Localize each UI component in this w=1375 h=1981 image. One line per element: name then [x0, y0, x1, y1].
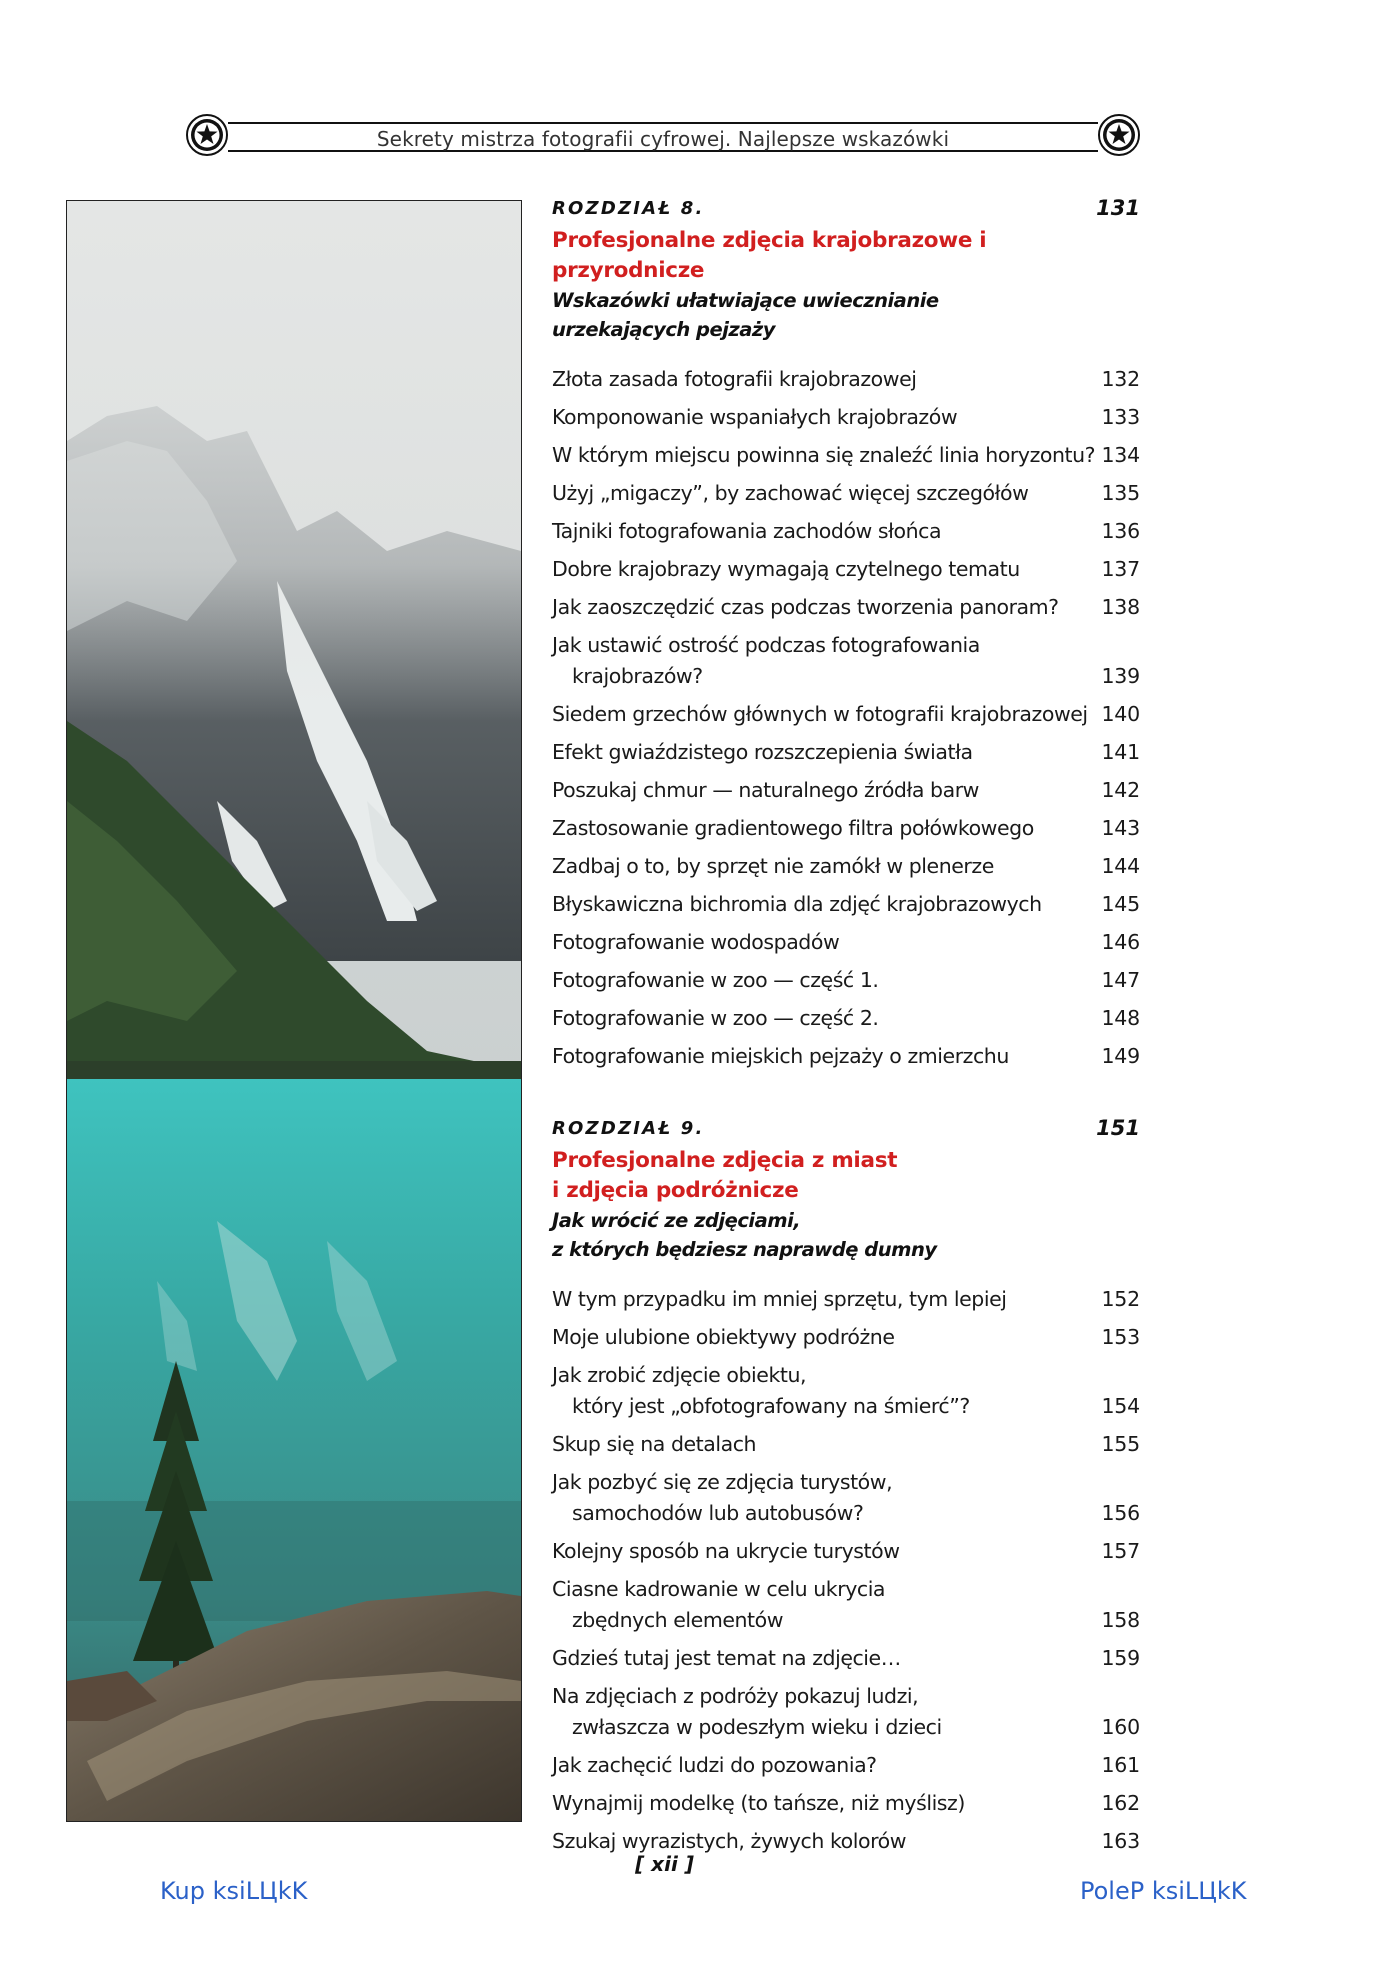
toc-entry-page: 161	[1101, 1753, 1140, 1777]
toc-entry-title: Poszukaj chmur — naturalnego źródła barw	[552, 778, 979, 802]
landscape-photo	[66, 200, 522, 1822]
toc-entry-title: Zadbaj o to, by sprzęt nie zamókł w plenerze	[552, 854, 994, 878]
toc-entry-title: Komponowanie wspaniałych krajobrazów	[552, 405, 958, 429]
chapter-subtitle	[552, 1206, 972, 1264]
toc-entry-page: 159	[1101, 1646, 1140, 1670]
toc-entry[interactable]	[552, 1429, 1140, 1460]
toc-entry-title: Dobre krajobrazy wymagają czytelnego tematu	[552, 557, 1020, 581]
chapter-subtitle-line: z których będziesz naprawdę dumny	[552, 1238, 937, 1261]
toc-entry[interactable]	[552, 1574, 1140, 1636]
toc-entry-title-continued: samochodów lub autobusów?	[572, 1501, 864, 1525]
toc-entry-title: Siedem grzechów głównych w fotografii krajobrazowej	[552, 702, 1088, 726]
toc-entry-title: Jak zrobić zdjęcie obiektu,	[552, 1363, 807, 1387]
toc-entry-title: Jak zachęcić ludzi do pozowania?	[552, 1753, 877, 1777]
running-header	[186, 114, 1140, 156]
chapter-title: Profesjonalne zdjęcia krajobrazowe i przyrodnicze	[552, 228, 987, 283]
toc-entry-page: 132	[1101, 367, 1140, 391]
chapter-8-entries	[552, 364, 1140, 1072]
toc-entry[interactable]	[552, 699, 1140, 730]
toc-entry-title: Jak pozbyć się ze zdjęcia turystów,	[552, 1470, 893, 1494]
toc-entry-page: 158	[1101, 1608, 1140, 1632]
toc-entry-page: 154	[1101, 1394, 1140, 1418]
chapter-label: ROZDZIAŁ 9.	[552, 1118, 705, 1139]
toc-entry-title: Gdzieś tutaj jest temat na zdjęcie…	[552, 1646, 901, 1670]
toc-entry-page: 140	[1101, 702, 1140, 726]
toc-entry-title-continued: zbędnych elementów	[572, 1608, 784, 1632]
toc-entry-page: 153	[1101, 1325, 1140, 1349]
toc-entry[interactable]	[552, 554, 1140, 585]
toc-entry[interactable]	[552, 364, 1140, 395]
toc-entry-title-continued: który jest „obfotografowany na śmierć”?	[572, 1394, 970, 1418]
toc-entry-title: Fotografowanie w zoo — część 2.	[552, 1006, 879, 1030]
toc-entry-page: 137	[1101, 557, 1140, 581]
toc-entry-title: Zastosowanie gradientowego filtra połówkowego	[552, 816, 1034, 840]
toc-entry[interactable]	[552, 851, 1140, 882]
chapter-9-section	[552, 1116, 1140, 1857]
toc-entry-page: 156	[1101, 1501, 1140, 1525]
toc-entry[interactable]	[552, 1681, 1140, 1743]
toc-entry-title: W którym miejscu powinna się znaleźć linia horyzontu?	[552, 443, 1096, 467]
chapter-title-line: Profesjonalne zdjęcia z miast	[552, 1148, 898, 1173]
table-of-contents	[552, 196, 1140, 1901]
toc-entry-page: 133	[1101, 405, 1140, 429]
toc-entry[interactable]	[552, 775, 1140, 806]
toc-entry[interactable]	[552, 630, 1140, 692]
toc-entry-title: W tym przypadku im mniej sprzętu, tym lepiej	[552, 1287, 1007, 1311]
toc-entry[interactable]	[552, 478, 1140, 509]
toc-entry[interactable]	[552, 1536, 1140, 1567]
toc-entry-title: Jak ustawić ostrość podczas fotografowania	[552, 633, 980, 657]
toc-entry-title: Moje ulubione obiektywy podróżne	[552, 1325, 895, 1349]
toc-entry[interactable]	[552, 965, 1140, 996]
toc-entry[interactable]	[552, 1003, 1140, 1034]
toc-entry-page: 139	[1101, 664, 1140, 688]
chapter-8-section	[552, 196, 1140, 1072]
toc-entry-page: 146	[1101, 930, 1140, 954]
toc-entry[interactable]	[552, 1360, 1140, 1422]
toc-entry-page: 147	[1101, 968, 1140, 992]
chapter-page-number: 131	[1096, 196, 1140, 220]
toc-entry-page: 134	[1101, 443, 1140, 467]
toc-entry-page: 145	[1101, 892, 1140, 916]
chapter-title	[552, 1146, 1112, 1206]
toc-entry[interactable]	[552, 737, 1140, 768]
toc-entry[interactable]	[552, 1322, 1140, 1353]
toc-entry-page: 163	[1101, 1829, 1140, 1853]
toc-entry-page: 135	[1101, 481, 1140, 505]
toc-entry-page: 141	[1101, 740, 1140, 764]
toc-entry-title: Szukaj wyrazistych, żywych kolorów	[552, 1829, 907, 1853]
toc-entry-title: Fotografowanie w zoo — część 1.	[552, 968, 879, 992]
toc-entry-title: Jak zaoszczędzić czas podczas tworzenia panoram?	[552, 595, 1059, 619]
buy-book-link[interactable]: Kup ksiLЦkK	[160, 1877, 308, 1905]
star-seal-icon	[186, 114, 228, 156]
chapter-label: ROZDZIAŁ 8.	[552, 198, 705, 219]
toc-entry-title: Tajniki fotografowania zachodów słońca	[552, 519, 942, 543]
chapter-subtitle	[552, 286, 972, 344]
toc-entry[interactable]	[552, 1643, 1140, 1674]
toc-entry-page: 160	[1101, 1715, 1140, 1739]
toc-entry[interactable]	[552, 1788, 1140, 1819]
toc-entry-title: Skup się na detalach	[552, 1432, 757, 1456]
toc-entry[interactable]	[552, 1467, 1140, 1529]
toc-entry-title-continued: krajobrazów?	[572, 664, 703, 688]
toc-entry-title: Fotografowanie wodospadów	[552, 930, 840, 954]
toc-entry[interactable]	[552, 927, 1140, 958]
toc-entry-title: Błyskawiczna bichromia dla zdjęć krajobrazowych	[552, 892, 1042, 916]
chapter-page-number: 151	[1096, 1116, 1140, 1140]
toc-entry[interactable]	[552, 889, 1140, 920]
chapter-label-row	[552, 196, 1140, 226]
chapter-9-entries	[552, 1284, 1140, 1857]
toc-entry-page: 152	[1101, 1287, 1140, 1311]
toc-entry[interactable]	[552, 1284, 1140, 1315]
toc-entry-title-continued: zwłaszcza w podeszłym wieku i dzieci	[572, 1715, 942, 1739]
toc-entry[interactable]	[552, 592, 1140, 623]
toc-entry-page: 144	[1101, 854, 1140, 878]
toc-entry-page: 138	[1101, 595, 1140, 619]
toc-entry-title: Na zdjęciach z podróży pokazuj ludzi,	[552, 1684, 919, 1708]
toc-entry[interactable]	[552, 402, 1140, 433]
running-header-title: Sekrety mistrza fotografii cyfrowej. Najlepsze wskazówki	[376, 127, 950, 151]
toc-entry-title: Fotografowanie miejskich pejzaży o zmierzchu	[552, 1044, 1009, 1068]
toc-entry-page: 155	[1101, 1432, 1140, 1456]
page-number: [ xii ]	[635, 1852, 694, 1876]
chapter-subtitle-line: Wskazówki ułatwiające uwiecznianie	[552, 289, 939, 312]
toc-entry-page: 136	[1101, 519, 1140, 543]
toc-entry[interactable]	[552, 440, 1140, 471]
toc-entry-page: 149	[1101, 1044, 1140, 1068]
toc-entry-title: Kolejny sposób na ukrycie turystów	[552, 1539, 900, 1563]
toc-entry-page: 162	[1101, 1791, 1140, 1815]
toc-entry[interactable]	[552, 516, 1140, 547]
toc-entry-title: Użyj „migaczy”, by zachować więcej szczegółów	[552, 481, 1029, 505]
toc-entry-title: Ciasne kadrowanie w celu ukrycia	[552, 1577, 886, 1601]
toc-entry-title: Wynajmij modelkę (to tańsze, niż myślisz)	[552, 1791, 965, 1815]
toc-entry[interactable]	[552, 1750, 1140, 1781]
chapter-subtitle-line: urzekających pejzaży	[552, 318, 775, 341]
chapter-title-line: i zdjęcia podróżnicze	[552, 1178, 799, 1203]
toc-entry-page: 142	[1101, 778, 1140, 802]
toc-entry-page: 148	[1101, 1006, 1140, 1030]
toc-entry-page: 157	[1101, 1539, 1140, 1563]
toc-entry[interactable]	[552, 1041, 1140, 1072]
star-seal-icon	[1098, 114, 1140, 156]
toc-entry-title: Efekt gwiaździstego rozszczepienia światła	[552, 740, 973, 764]
toc-entry-page: 143	[1101, 816, 1140, 840]
chapter-subtitle-line: Jak wrócić ze zdjęciami,	[552, 1209, 801, 1232]
chapter-label-row	[552, 1116, 1140, 1146]
toc-entry[interactable]	[552, 813, 1140, 844]
recommend-book-link[interactable]: PoleP ksiLЦkK	[1080, 1877, 1247, 1905]
toc-entry-title: Złota zasada fotografii krajobrazowej	[552, 367, 917, 391]
